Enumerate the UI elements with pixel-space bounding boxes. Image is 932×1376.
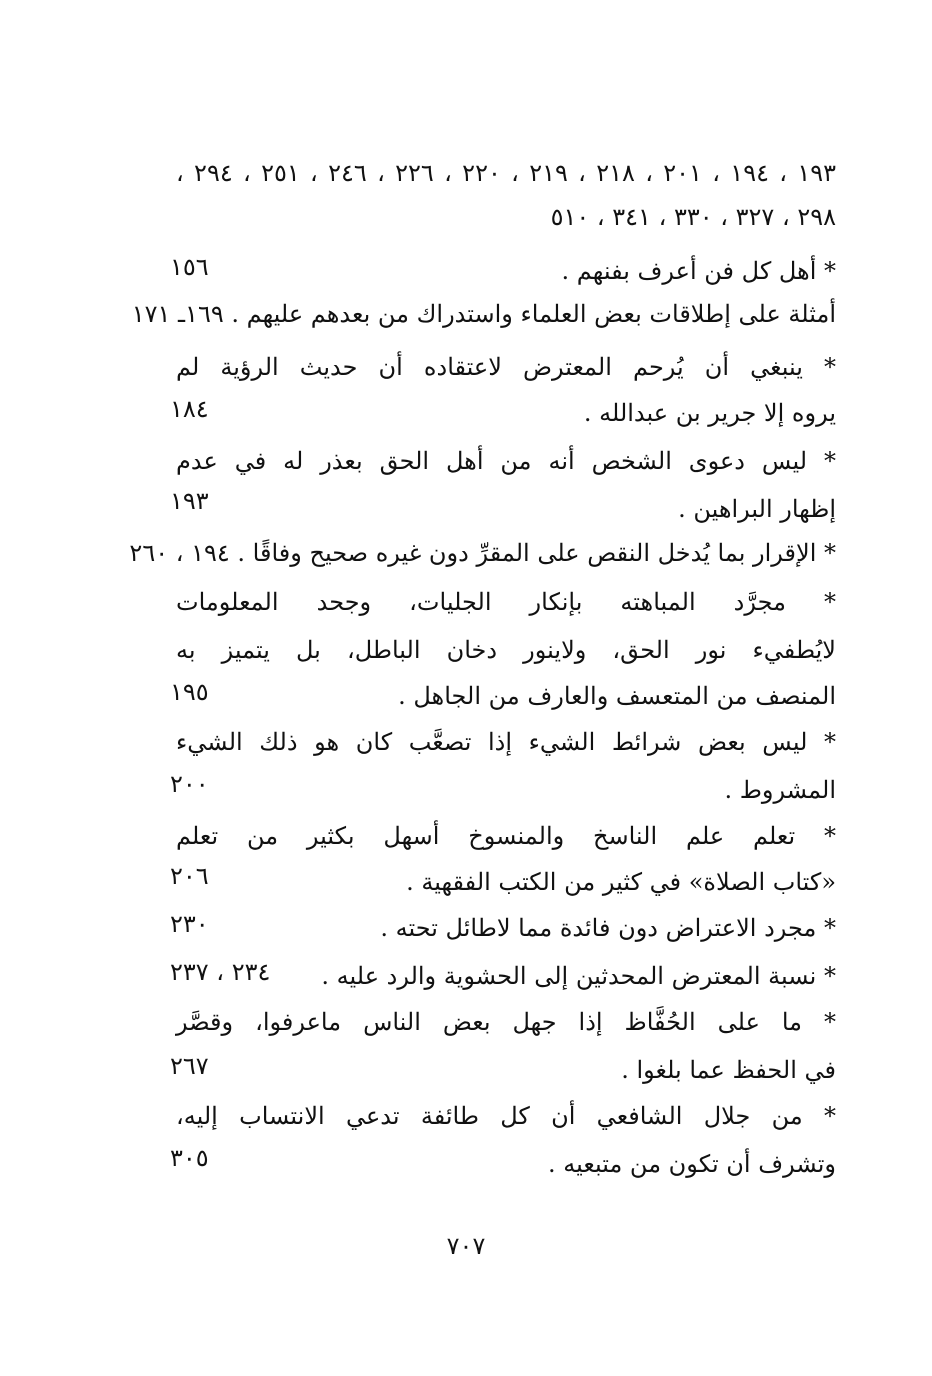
entry-pages: ١٩٥ bbox=[170, 678, 209, 706]
entry-text: * مجرد الاعتراض دون فائدة مما لاطائل تحته . bbox=[380, 914, 836, 942]
entry-text: وتشرف أن تكون من متبعيه . bbox=[548, 1150, 836, 1178]
entry-pages: ٢٠٠ bbox=[170, 770, 209, 798]
entry-text: يروه إلا جرير بن عبدالله . bbox=[583, 399, 836, 427]
entry-text: * الإقرار بما يُدخل النقص على المقرِّ دون غيره صحيح وفاقًا . ١٩٤ ، ٢٦٠ bbox=[129, 539, 836, 567]
entry-text: * ينبغي أن يُرحم المعترض لاعتقاده أن حديث الرؤية لم bbox=[176, 353, 836, 381]
entry-text: إظهار البراهين . bbox=[678, 495, 836, 523]
continued-refs-line-2: ٢٩٨ ، ٣٢٧ ، ٣٣٠ ، ٣٤١ ، ٥١٠ bbox=[550, 203, 836, 231]
page-number: ٧٠٧ bbox=[446, 1232, 486, 1260]
entry-text: * أهل كل فن أعرف بفنهم . bbox=[561, 257, 836, 285]
entry-text: في الحفظ عما بلغوا . bbox=[621, 1056, 836, 1084]
entry-text: * ما على الحُفَّاظ إذا جهل بعض الناس ماعرفوا، وقصَّر bbox=[176, 1008, 836, 1036]
entry-text: لايُطفيء نور الحق، ولاينور دخان الباطل، بل يتميز به bbox=[176, 636, 836, 664]
entry-text: * تعلم علم الناسخ والمنسوخ أسهل بكثير من تعلم bbox=[176, 822, 836, 850]
entry-text: * ليس بعض شرائط الشيء إذا تصعَّب كان هو ذلك الشيء bbox=[176, 728, 836, 756]
entry-text: * من جلال الشافعي أن كل طائفة تدعي الانتساب إليه، bbox=[176, 1102, 836, 1130]
entry-text: المشروط . bbox=[724, 776, 836, 804]
entry-pages: ١٨٤ bbox=[170, 395, 209, 423]
entry-pages: ٢٣٠ bbox=[170, 910, 209, 938]
continued-refs-line-1: ١٩٣ ، ١٩٤ ، ٢٠١ ، ٢١٨ ، ٢١٩ ، ٢٢٠ ، ٢٢٦ ، ٢٤٦ ، ٢٥١ ، ٢٩٤ ، bbox=[176, 159, 836, 187]
entry-text: * نسبة المعترض المحدثين إلى الحشوية والرد عليه . bbox=[321, 962, 836, 990]
entry-pages: ٢٣٤ ، ٢٣٧ bbox=[170, 958, 271, 986]
entry-text: أمثلة على إطلاقات بعض العلماء واستدراك من بعدهم عليهم . ١٦٩ـ ١٧١ bbox=[131, 300, 836, 328]
entry-text: المنصف من المتعسف والعارف من الجاهل . bbox=[398, 682, 836, 710]
entry-pages: ٣٠٥ bbox=[170, 1144, 209, 1172]
entry-pages: ١٩٣ bbox=[170, 487, 209, 515]
entry-text: «كتاب الصلاة» في كثير من الكتب الفقهية . bbox=[406, 868, 836, 896]
entry-pages: ٢٠٦ bbox=[170, 862, 209, 890]
entry-text: * مجرَّد المباهته بإنكار الجليات، وجحد المعلومات bbox=[176, 588, 836, 616]
entry-pages: ٢٦٧ bbox=[170, 1052, 209, 1080]
entry-pages: ١٥٦ bbox=[170, 253, 209, 281]
entry-text: * ليس دعوى الشخص أنه من أهل الحق بعذر له في عدم bbox=[176, 447, 836, 475]
